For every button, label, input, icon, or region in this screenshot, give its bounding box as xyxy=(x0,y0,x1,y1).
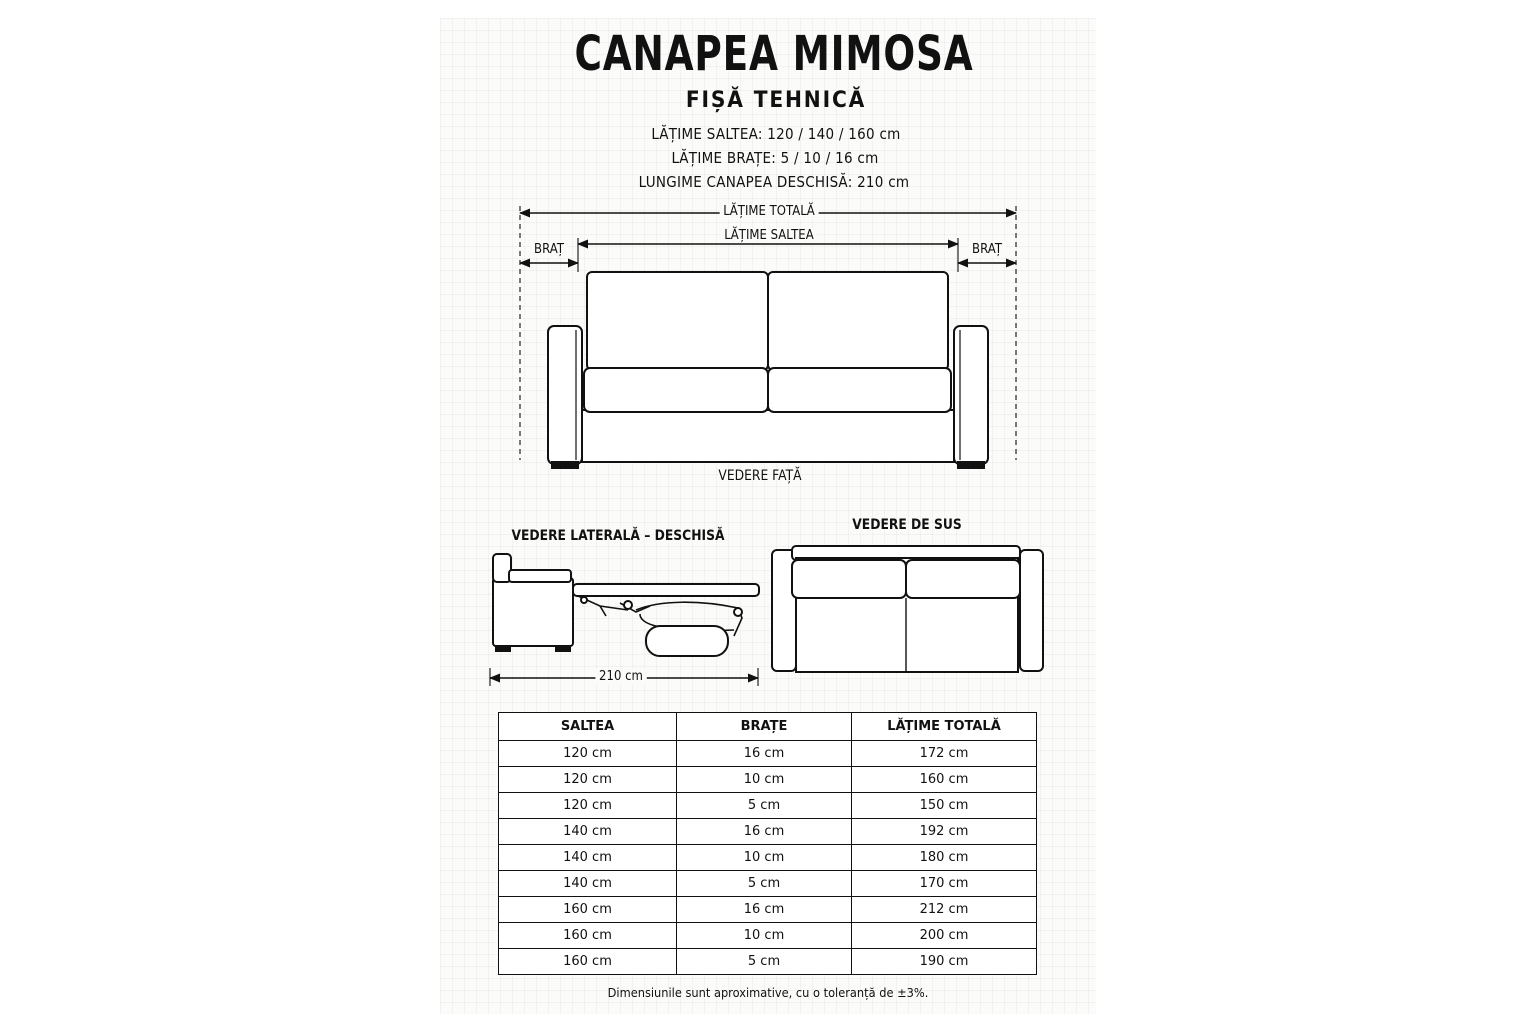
table-row xyxy=(499,897,1037,923)
table-row xyxy=(499,949,1037,975)
cell-arms: 5 cm xyxy=(677,871,852,897)
cell-mattress: 160 cm xyxy=(499,949,677,975)
cell-arms: 16 cm xyxy=(677,819,852,845)
cell-total-width: 212 cm xyxy=(852,897,1037,923)
cell-arms: 16 cm xyxy=(677,741,852,767)
cell-total-width: 192 cm xyxy=(852,819,1037,845)
mattress-width-label: LĂȚIME SALTEA xyxy=(721,228,818,243)
table-row xyxy=(499,741,1037,767)
cell-mattress: 160 cm xyxy=(499,897,677,923)
table-row xyxy=(499,767,1037,793)
cell-arms: 5 cm xyxy=(677,793,852,819)
total-width-label: LĂȚIME TOTALĂ xyxy=(720,204,819,219)
spec-open-length: LUNGIME CANAPEA DESCHISĂ: 210 cm xyxy=(638,173,910,191)
header-arms: BRAȚE xyxy=(677,713,852,741)
cell-total-width: 180 cm xyxy=(852,845,1037,871)
cell-total-width: 160 cm xyxy=(852,767,1037,793)
cell-total-width: 150 cm xyxy=(852,793,1037,819)
cell-mattress: 160 cm xyxy=(499,923,677,949)
cell-mattress: 140 cm xyxy=(499,819,677,845)
front-view-sofa xyxy=(548,272,988,468)
open-length-label: 210 cm xyxy=(595,669,646,684)
tolerance-note: Dimensiunile sunt aproximative, cu o toleranță de ±3%. xyxy=(607,986,929,1000)
spec-mattress-width: LĂȚIME SALTEA: 120 / 140 / 160 cm xyxy=(651,125,901,143)
dimensions-table xyxy=(498,712,1037,975)
cell-arms: 5 cm xyxy=(677,949,852,975)
cell-mattress: 120 cm xyxy=(499,793,677,819)
top-view-caption: VEDERE DE SUS xyxy=(852,517,962,533)
cell-total-width: 172 cm xyxy=(852,741,1037,767)
table-row xyxy=(499,845,1037,871)
arm-left-label: BRAȚ xyxy=(530,242,567,257)
header-mattress: SALTEA xyxy=(499,713,677,741)
arm-right-label: BRAȚ xyxy=(968,242,1005,257)
cell-mattress: 140 cm xyxy=(499,871,677,897)
page-title: CANAPEA MIMOSA xyxy=(574,26,974,82)
side-view-sofa-open xyxy=(493,554,759,656)
cell-total-width: 170 cm xyxy=(852,871,1037,897)
spec-arm-width: LĂȚIME BRAȚE: 5 / 10 / 16 cm xyxy=(671,149,879,167)
cell-mattress: 120 cm xyxy=(499,741,677,767)
cell-arms: 10 cm xyxy=(677,767,852,793)
cell-arms: 10 cm xyxy=(677,845,852,871)
front-view-caption: VEDERE FAȚĂ xyxy=(718,468,802,484)
side-view-caption: VEDERE LATERALĂ – DESCHISĂ xyxy=(511,528,725,544)
cell-total-width: 190 cm xyxy=(852,949,1037,975)
cell-arms: 10 cm xyxy=(677,923,852,949)
table-header-row xyxy=(499,713,1037,741)
table-row xyxy=(499,793,1037,819)
page-subtitle: FIȘĂ TEHNICĂ xyxy=(685,88,867,113)
cell-mattress: 120 cm xyxy=(499,767,677,793)
cell-arms: 16 cm xyxy=(677,897,852,923)
top-view-sofa xyxy=(772,546,1043,672)
table-row xyxy=(499,819,1037,845)
cell-mattress: 140 cm xyxy=(499,845,677,871)
table-row xyxy=(499,871,1037,897)
cell-total-width: 200 cm xyxy=(852,923,1037,949)
header-total-width: LĂȚIME TOTALĂ xyxy=(852,713,1037,741)
table-row xyxy=(499,923,1037,949)
